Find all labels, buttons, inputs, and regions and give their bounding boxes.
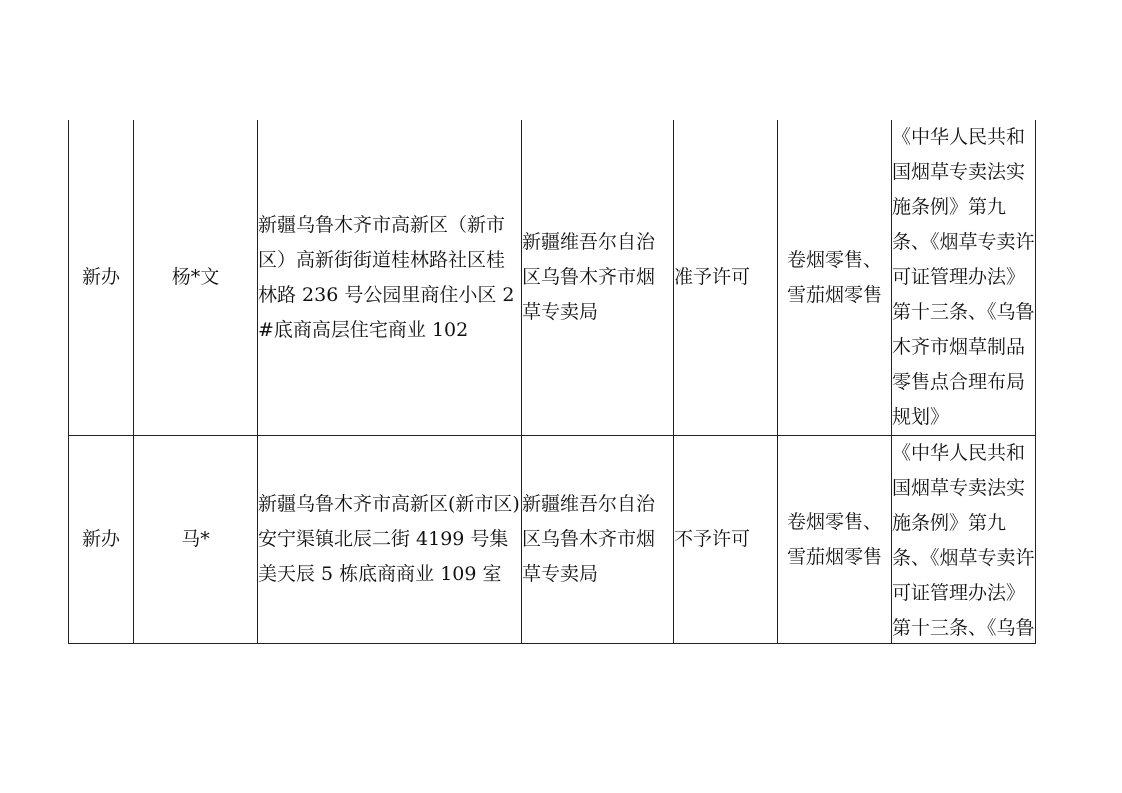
cell-name: 马* bbox=[134, 436, 258, 644]
cell-address: 新疆乌鲁木齐市高新区(新市区)安宁渠镇北辰二街 4199 号集美天辰 5 栋底商商业 109 室 bbox=[258, 436, 522, 644]
cell-type: 新办 bbox=[69, 436, 134, 644]
cell-basis bbox=[892, 436, 1036, 644]
basis-text: 《中华人民共和国烟草专卖法实施条例》第九条、《烟草专卖许可证管理办法》第十三条、《乌鲁木齐市烟草制品零售点合理布局规划》 bbox=[892, 126, 1035, 428]
cell-department: 新疆维吾尔自治区乌鲁木齐市烟草专卖局 bbox=[522, 436, 674, 644]
cell-address: 新疆乌鲁木齐市高新区（新市区）高新街街道桂林路社区桂林路 236 号公园里商住小区 2#底商高层住宅商业 102 bbox=[258, 120, 522, 436]
cell-department: 新疆维吾尔自治区乌鲁木齐市烟草专卖局 bbox=[522, 120, 674, 436]
cell-scope: 卷烟零售、雪茄烟零售 bbox=[778, 436, 892, 644]
license-table bbox=[68, 120, 1036, 644]
cell-result: 不予许可 bbox=[674, 436, 778, 644]
cell-name: 杨*文 bbox=[134, 120, 258, 436]
table-row bbox=[69, 436, 1036, 644]
cell-result: 准予许可 bbox=[674, 120, 778, 436]
basis-text: 《中华人民共和国烟草专卖法实施条例》第九条、《烟草专卖许可证管理办法》第十三条、《乌鲁 bbox=[892, 442, 1035, 639]
table-row bbox=[69, 120, 1036, 436]
cell-scope: 卷烟零售、雪茄烟零售 bbox=[778, 120, 892, 436]
cell-type: 新办 bbox=[69, 120, 134, 436]
cell-basis bbox=[892, 120, 1036, 436]
